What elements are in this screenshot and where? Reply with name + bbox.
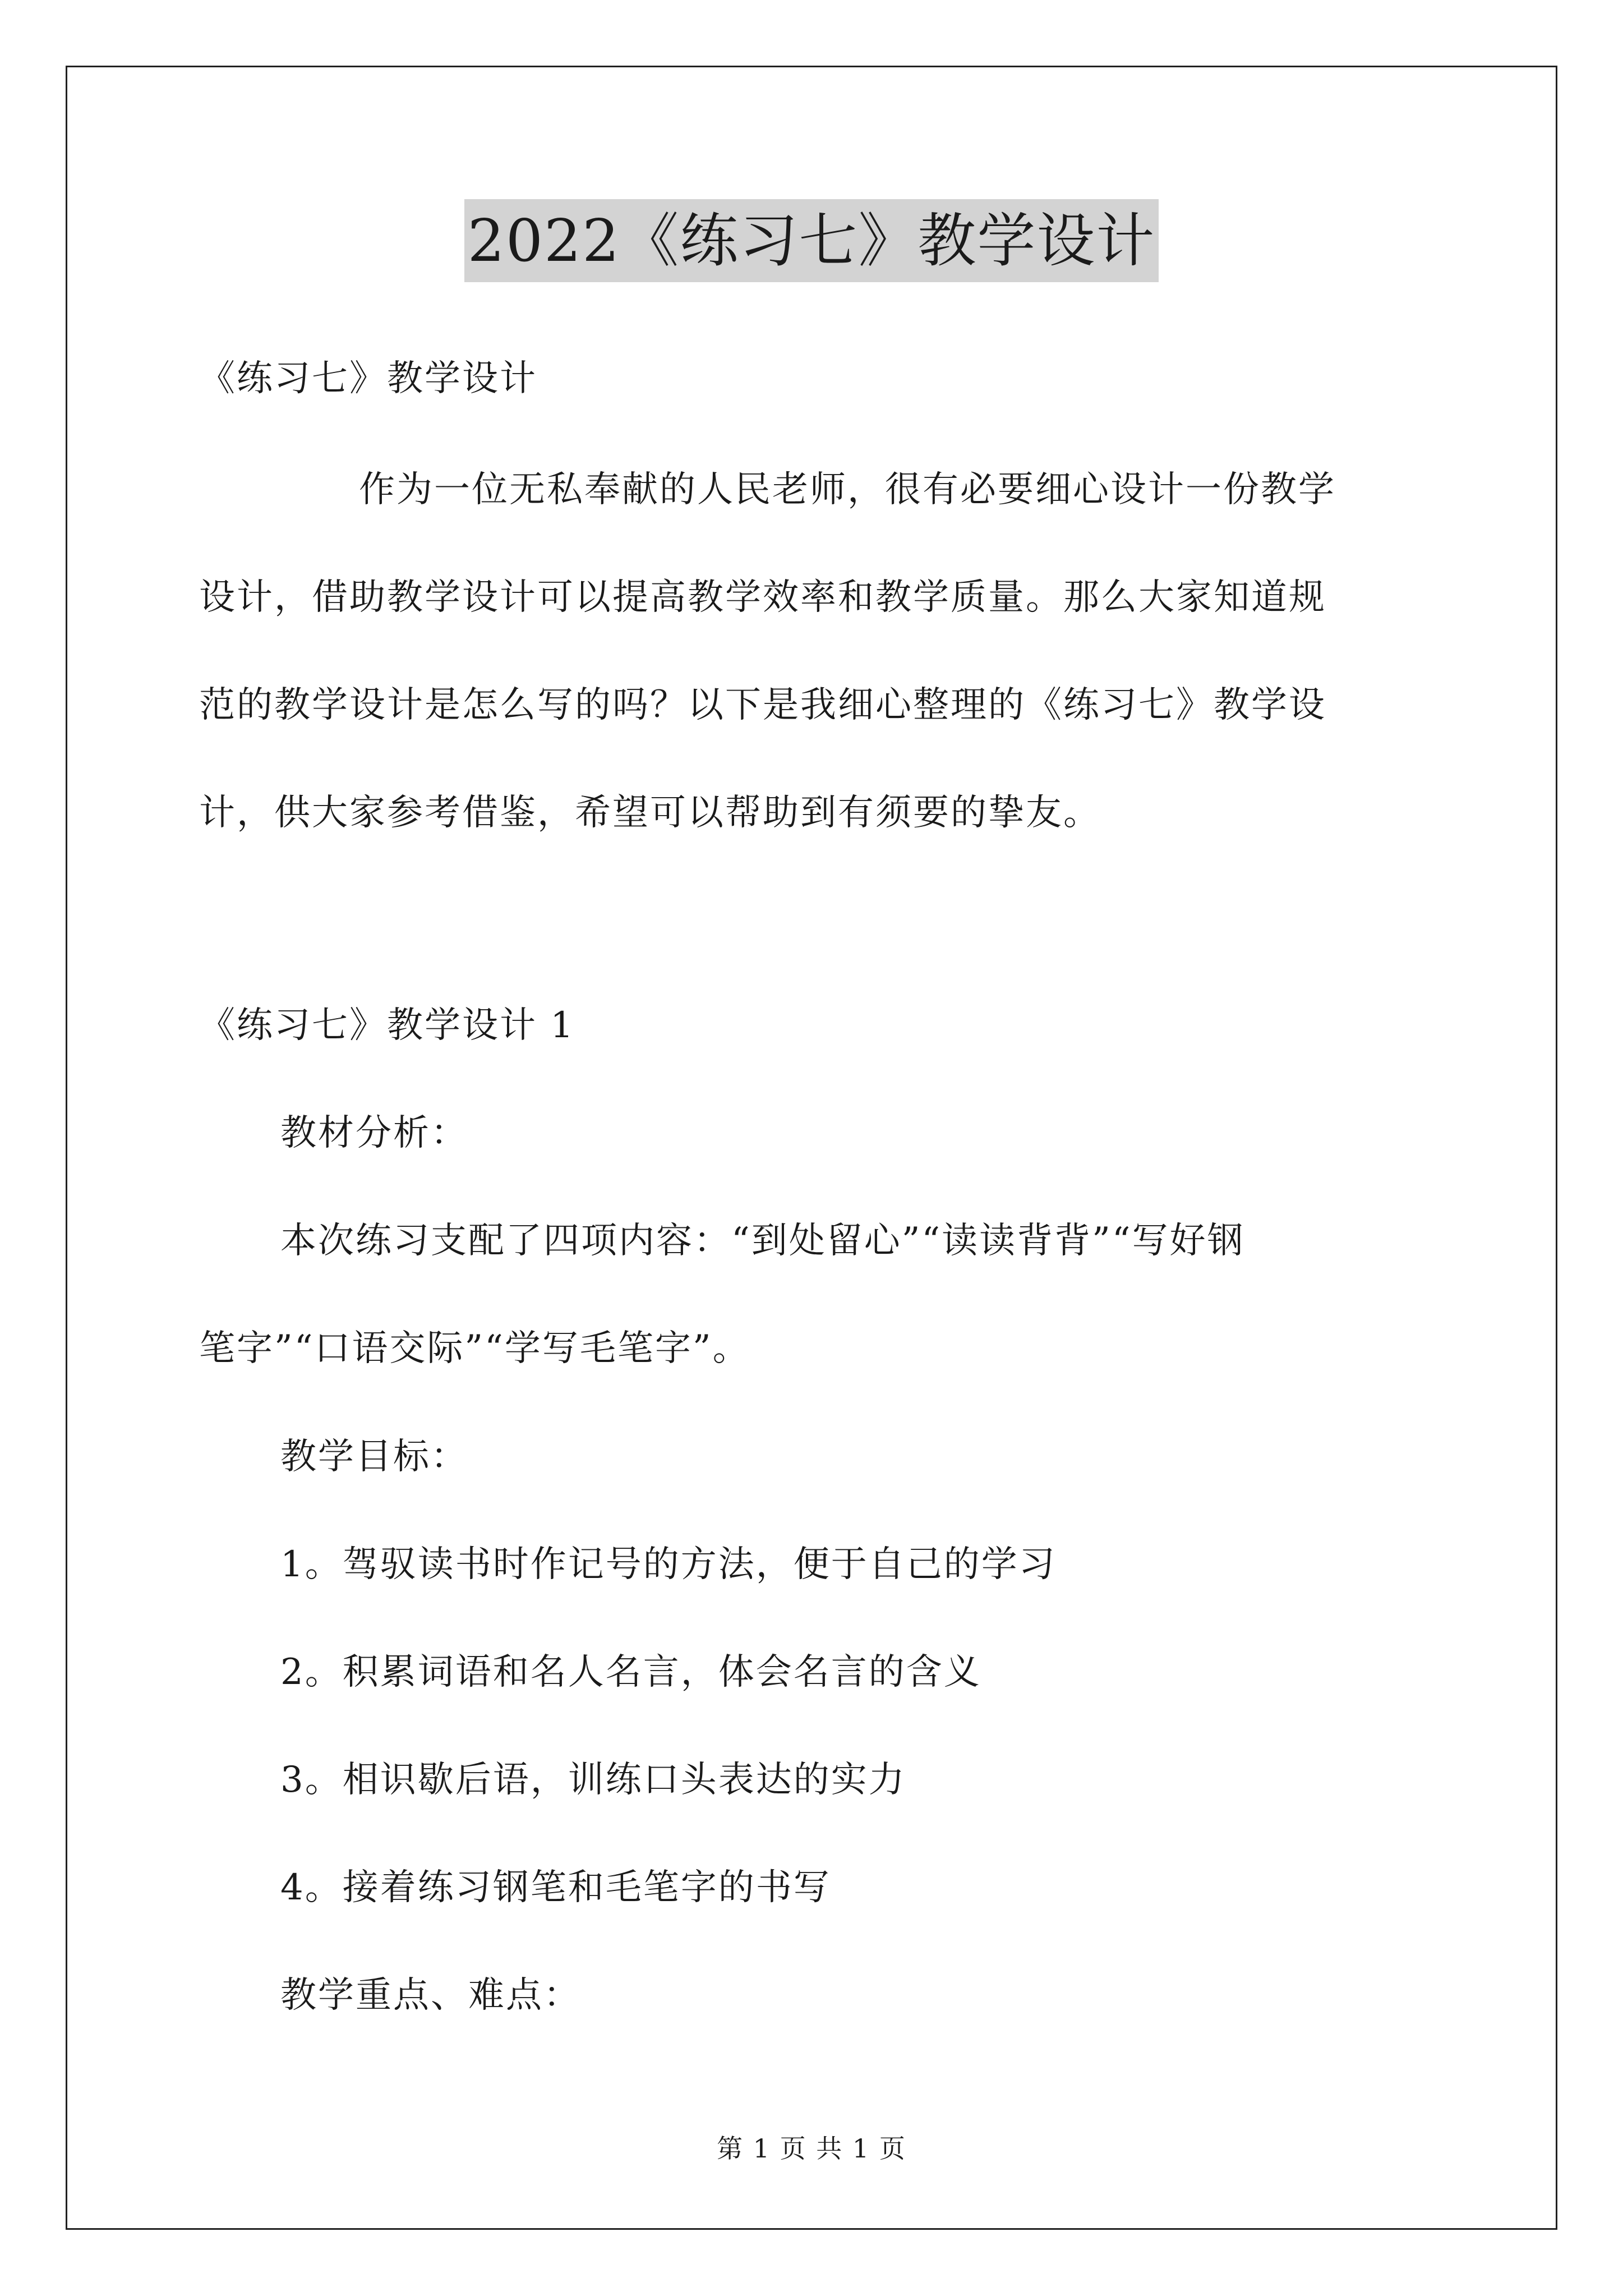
goal-item-2: 2。积累词语和名人名言，体会名言的含义: [280, 1651, 981, 1693]
page-footer: 第 1 页 共 1 页: [717, 2133, 906, 2164]
goal-item-3: 3。相识歇后语，训练口头表达的实力: [280, 1759, 906, 1801]
title-container: [0, 199, 1623, 282]
keypoints-heading: 教学重点、难点：: [280, 1975, 581, 2016]
intro-line-4: 计，供大家参考借鉴，希望可以帮助到有须要的挚友。: [199, 792, 1101, 834]
goals-heading: 教学目标：: [280, 1436, 468, 1478]
material-line-2: 笔字”“口语交际”“学写毛笔字”。: [199, 1328, 750, 1369]
document-title: 2022《练习七》教学设计: [464, 199, 1159, 282]
goal-item-4: 4。接着练习钢笔和毛笔字的书写: [280, 1867, 831, 1908]
intro-line-1: 作为一位无私奉献的人民老师，很有必要细心设计一份教学: [359, 469, 1336, 510]
intro-line-2: 设计，借助教学设计可以提高教学效率和教学质量。那么大家知道规: [199, 577, 1326, 618]
material-line-1: 本次练习支配了四项内容：“到处留心”“读读背背”“写好钢: [280, 1220, 1245, 1262]
material-heading: 教材分析：: [280, 1112, 468, 1154]
section-heading: 《练习七》教学设计 1: [199, 1005, 575, 1046]
intro-line-3: 范的教学设计是怎么写的吗？以下是我细心整理的《练习七》教学设: [199, 684, 1326, 726]
goal-item-1: 1。驾驭读书时作记号的方法，便于自己的学习: [280, 1544, 1057, 1585]
subtitle: 《练习七》教学设计: [199, 358, 537, 399]
